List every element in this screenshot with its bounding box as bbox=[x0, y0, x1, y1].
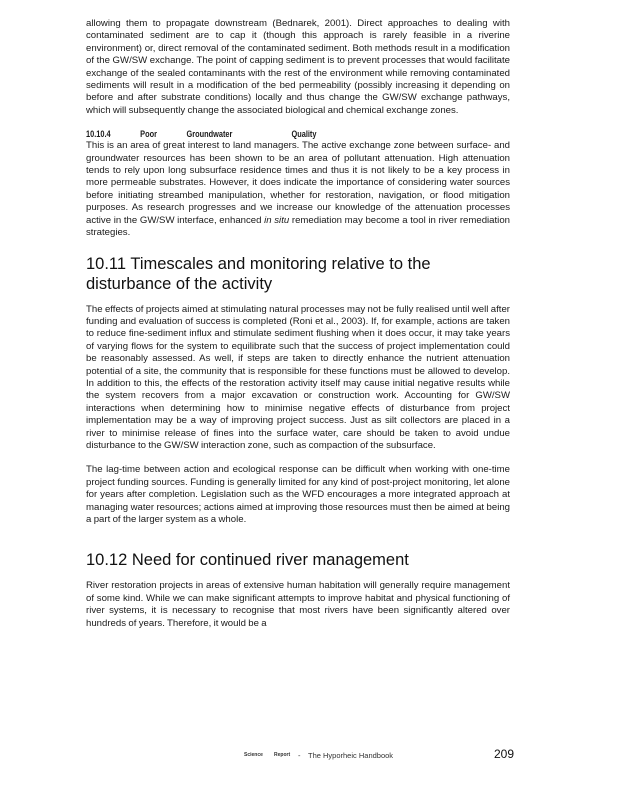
footer-science-label: Science bbox=[244, 752, 263, 758]
subsection-word-1: Poor bbox=[140, 129, 157, 140]
page-footer bbox=[86, 747, 515, 764]
intro-paragraph: allowing them to propagate downstream (Bednarek, 2001). Direct approaches to dealing with contaminated sediment are to cap it (though this approach is rarely feasible in a riverine environment) or, direct removal of the contaminated sediment. Both methods result in a modification of the GW/SW exchange. The point of capping sediment is to prevent processes that would facilitate exchange of the sealed contaminants with the rest of the environment while removing contaminated sediments will result in a modification of the bed permeability (possibly increasing it depending on before and after substrate conditions) locally and thus change the GW/SW exchange pathways, which will subsequently change the associated biological and chemical exchange zones. bbox=[86, 18, 510, 116]
subsection-number: 10.10.4 bbox=[86, 129, 111, 140]
document-page bbox=[86, 18, 510, 630]
gw-text-before: This is an area of great interest to land managers. The active exchange zone between surface- and groundwater resources has been shown to be an area of pollutant attenuation. High attenuation tends to rely upon long subsurface residence times and thus it is not likely to be a key process in more permeable substrates. However, it does indicate the importance of considering water sources before initiating streambed manipulation, whether for restoration, navigation, or flood mitigation purposes. As research progresses and we increase our knowledge of the attenuation processes active in the GW/SW interface, enhanced bbox=[86, 140, 510, 226]
subsection-word-3: Quality bbox=[291, 129, 317, 140]
subsection-heading-poor-groundwater-quality bbox=[86, 129, 434, 140]
timescales-paragraph-1: The effects of projects aimed at stimulating natural processes may not be fully realised until well after funding and evaluation of success is completed (Roni et al., 2003). If, for example, actions are taken to reduce fine-sediment influx and stimulate sediment flushing when it does occur, it may take years of varying flows for the system to equilibrate such that the success of project implementation could be reasonably assessed. As well, if steps are taken to directly enhance the nutrient attenuation potential of a site, the community that is responsible for these functions must be allowed to develop. In addition to this, the effects of the restoration activity itself may cause initial negative results while the system recovers from a major excavation or construction work. Accounting for GW/SW interactions when determining how to minimise negative effects of disturbance from project implementation may be a way of improving project success. Just as silt collectors are placed in a river to minimise release of fines into the surface water, care should be taken to avoid undue disturbance to the GW/SW interaction zone, such as compaction of the subsurface. bbox=[86, 303, 510, 451]
groundwater-quality-paragraph bbox=[86, 140, 510, 239]
section-heading-management: 10.12 Need for continued river management bbox=[86, 551, 409, 570]
footer-report-label: Report bbox=[274, 752, 291, 758]
section-heading-timescales: 10.11 Timescales and monitoring relative to the disturbance of the activity bbox=[86, 254, 431, 293]
management-paragraph: River restoration projects in areas of extensive human habitation will generally require management of some kind. While we can make significant attempts to improve habitat and physical functioning of river systems, it is necessary to recognise that most rivers have been significantly altered over hundreds of years. Therefore, it would be a bbox=[86, 580, 510, 629]
subsection-word-2: Groundwater bbox=[186, 129, 233, 140]
gw-text-after: remediation may become a tool in river remediation strategies. bbox=[86, 214, 510, 239]
timescales-paragraph-2: The lag-time between action and ecological response can be difficult when working with one-time project funding sources. Funding is generally limited for any kind of post-project monitoring, let alone for years after completion. Legislation such as the WFD encourages a more integrated approach at managing water resources; actions aimed at improving those resources must then be aimed at being a part of the larger system as a whole. bbox=[86, 464, 510, 525]
footer-title: The Hyporheic Handbook bbox=[308, 751, 394, 760]
page-number: 209 bbox=[494, 747, 515, 761]
gw-emphasis: in situ bbox=[264, 214, 290, 226]
footer-separator: - bbox=[298, 751, 301, 760]
